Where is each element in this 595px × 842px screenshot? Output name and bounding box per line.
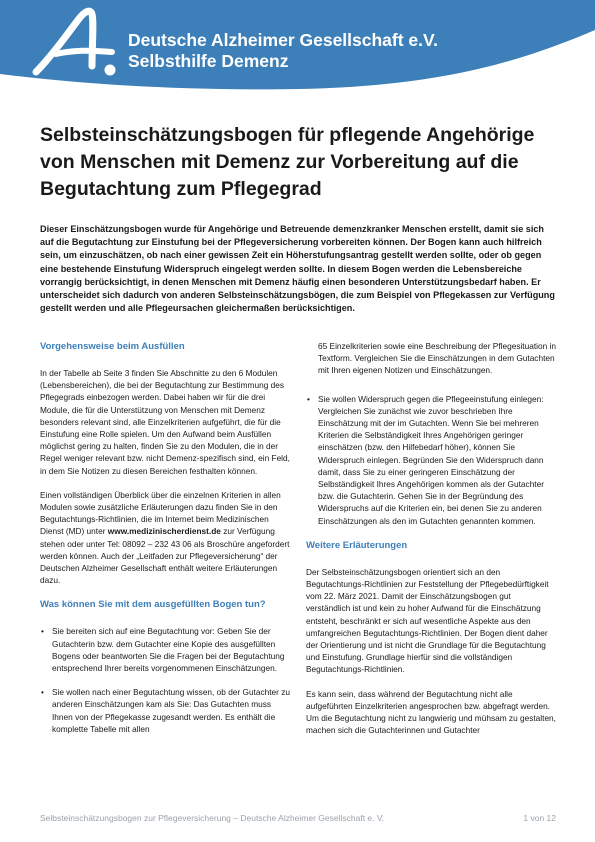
list-item xyxy=(40,625,290,674)
org-line-1: Deutsche Alzheimer Gesellschaft e.V. xyxy=(128,30,438,50)
list-item xyxy=(40,686,290,735)
document-title: Selbsteinschätzungsbogen für pflegende Angehörige von Menschen mit Demenz zur Vorbereitung auf die Begutachtung zum Pflegegrad xyxy=(40,124,535,200)
list-item xyxy=(306,393,556,527)
bullet-list-left xyxy=(40,625,290,735)
paragraph-procedure: In der Tabelle ab Seite 3 finden Sie Abschnitte zu den 6 Modulen (Lebensbereichen), die bei der Begutachtung zur Bestimmung des Pflegegrads einbezogen werden. Dabei haben wir für die drei Module, die für die Unterstützung von Menschen mit Demenz besonders relevant sind, alle Einzelkriterien aufgeführt, die für die Einstufung eine Rolle spielen. Um den Aufwand beim Ausfüllen möglichst gering zu halten, finden Sie zu den Modulen, die in der Regel weniger relevant bzw. nicht Demenz-spezifisch sind, ein Feld, in dem Sie Notizen zu diesen Bereichen festhalten können. xyxy=(40,368,290,476)
intro-paragraph: Dieser Einschätzungsbogen wurde für Angehörige und Betreuende demenzkranker Menschen erstellt, damit sie sich auf die Begutachtung zur Einstufung bei der Pflegeversicherung vorbereiten können. Der Bogen kann auch hilfreich sein, um einzuschätzen, ob nach einer gewissen Zeit ein Höherstufungsantrag gestellt werden sollte, oder ob gegen eine bestehende Einstufung Widerspruch eingelegt werden sollte. In diesem Bogen werden die Lebensbereiche vorrangig berücksichtigt, in denen Menschen mit Demenz häufig einen besonderen Unterstützungsbedarf haben. Er unterscheidet sich dadurch von anderen Selbsteinschätzungsbögen, die zum Beispiel von Pflegekassen zur Verfügung gestellt werden und alle Pflegeursachen gleichermaßen berücksichtigen. xyxy=(40,224,555,314)
left-column xyxy=(40,340,290,747)
paragraph-further-1: Der Selbsteinschätzungsbogen orientiert sich an den Begutachtungs-Richtlinien zur Feststellung der Pflegebedürftigkeit vom 22. März 2021. Damit der Einschätzungsbogen gut verständlich ist und kein zu hoher Aufwand für die Einschätzung entsteht, beschränkt er sich auf wesentliche Aspekte aus den umfangreichen Begutachtungs-Richtlinien. Der Bogen dient daher der Orientierung und ist nicht die Grundlage für die Begutachtung und Einstufung. Grundlage hierfür sind die vollständigen Begutachtungs-Richtlinien. xyxy=(306,566,549,675)
list-item-text: Sie wollen nach einer Begutachtung wissen, ob der Gutachter zu anderen Einschätzungen kam als Sie: Das Gutachten muss Ihnen von der Pflegekasse zugesandt werden. Es enthält die komplette Tabelle mit allen xyxy=(52,687,290,734)
list-item-continued xyxy=(306,340,556,377)
bullet-icon: • xyxy=(307,393,310,404)
page-footer xyxy=(40,813,556,823)
list-item-text: Sie wollen Widerspruch gegen die Pflegeeinstufung einlegen: Vergleichen Sie zunächst wie zuvor beschrieben Ihre Einschätzung mit der im Gutachten. Wenn Sie bei mehreren Kriterien die Selbständigkeit Ihres Angehörigen geringer einschätzen (bzw. den Hilfebedarf höher), können Sie Widerspruch einlegen. Begründen Sie den Widerspruch dann damit, dass Sie zu einer geringeren Einschätzung der Selbständigkeit Ihres Angehörigen kommen als der Gutachter bzw. die Gutachterin. Gehen Sie in der Begründung des Widerspruchs auf die Kriterien ein, bei denen Sie zu anderen Einschätzungen als den im Gutachten genannten kommen. xyxy=(318,393,544,526)
footer-text: Selbsteinschätzungsbogen zur Pflegeversicherung – Deutsche Alzheimer Gesellschaft e. V. xyxy=(40,813,385,823)
overview-text-a: Einen vollständigen Überblick über die einzelnen Kriterien in allen Modulen sowie zusätzliche Erläuterungen dazu finden Sie in den Begutachtungs-Richtlinien, die im Internet beim Medizinischen Dienst (MD) unter xyxy=(40,489,281,537)
heading-procedure: Vorgehensweise beim Ausfüllen xyxy=(40,341,185,352)
header-band xyxy=(0,0,595,92)
bullet-icon: • xyxy=(41,687,44,698)
bullet-list-right xyxy=(306,340,556,527)
paragraph-further-2: Es kann sein, dass während der Begutachtung nicht alle aufgeführten Einzelkriterien angesprochen bzw. abgefragt werden. Um die Begutachtung nicht zu langwierig und mühsam zu gestalten, machen sich die Gutachterinnen und Gutachter xyxy=(306,688,556,736)
right-column xyxy=(306,340,556,748)
overview-text-b: zur Verfügung stehen oder unter Tel: 08092 – 232 43 06 als Broschüre angefordert werden können. Auch der „Leitfaden zur Pflegeversicherung“ der Deutschen Alzheimer Gesellschaft enthält weitere Erläuterungen dazu. xyxy=(40,526,290,586)
heading-further-notes: Weitere Erläuterungen xyxy=(306,539,408,551)
list-item-text: Sie bereiten sich auf eine Begutachtung vor: Geben Sie der Gutachterin bzw. dem Gutachter eine Kopie des ausgefüllten Bogens oder beantworten Sie die Fragen bei der Begutachtung entsprechend Ihrer bereits vorgenommenen Einschätzungen. xyxy=(52,626,285,674)
heading-what-to-do: Was können Sie mit dem ausgefüllten Bogen tun? xyxy=(40,599,266,611)
page-number: 1 von 12 xyxy=(523,813,556,823)
org-line-2: Selbsthilfe Demenz xyxy=(128,51,289,71)
list-item-text: 65 Einzelkriterien sowie eine Beschreibung der Pflegesituation in Textform. Vergleichen Sie die Einschätzungen in dem Gutachten mit Ihren eigenen Notizen und Einschätzungen. xyxy=(318,341,556,376)
bullet-icon: • xyxy=(41,626,44,637)
paragraph-overview xyxy=(40,489,290,587)
organization-name xyxy=(128,30,438,72)
alzheimer-logo-icon xyxy=(28,6,128,86)
md-website-link[interactable]: www.medizinischerdienst.de xyxy=(107,526,221,537)
